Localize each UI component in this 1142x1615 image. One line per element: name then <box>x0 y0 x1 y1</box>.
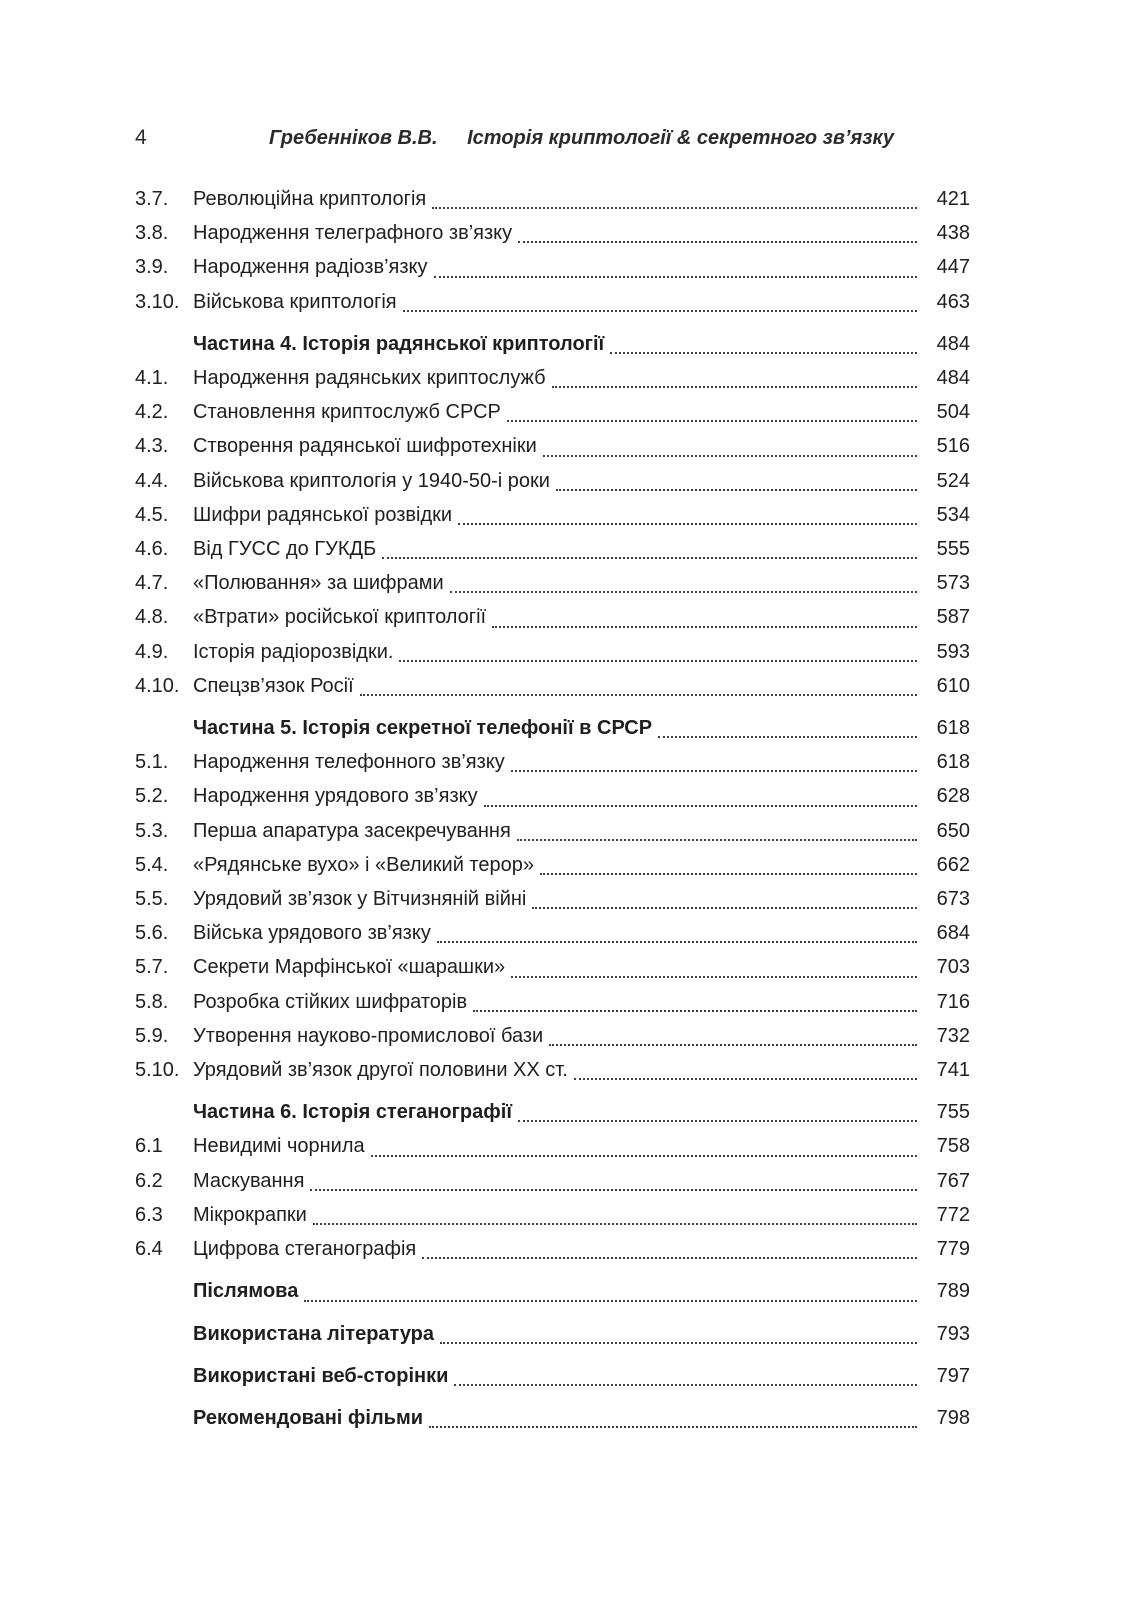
toc-entry-title: Військова криптологія у 1940-50-і роки <box>193 469 550 492</box>
dot-leader <box>507 420 917 422</box>
toc-entry-title: «Полювання» за шифрами <box>193 572 444 595</box>
dot-leader <box>492 626 917 628</box>
toc-entry <box>135 950 970 984</box>
toc-entry-page: 593 <box>936 640 970 663</box>
toc-entry-number: 3.7. <box>135 188 169 210</box>
toc-entry-number: 4.8. <box>135 606 169 629</box>
toc-entry-title: «Втрати» російської криптології <box>193 606 487 629</box>
toc-entry-number: 4.2. <box>135 401 169 424</box>
toc-entry-page: 684 <box>936 922 970 945</box>
toc-entry-number: 3.9. <box>135 256 169 279</box>
dot-leader <box>399 660 917 662</box>
toc-entry-title: Перша апаратура засекречування <box>193 819 511 842</box>
dot-leader <box>422 1257 917 1259</box>
toc-entry-number: 6.1 <box>135 1135 163 1158</box>
running-title-author: Гребенніков В.В. <box>268 127 438 149</box>
toc-entry <box>135 395 970 429</box>
dot-leader <box>403 310 917 312</box>
toc-entry <box>135 1401 970 1435</box>
dot-leader <box>429 1426 917 1428</box>
dot-leader <box>382 557 917 559</box>
dot-leader <box>450 591 917 593</box>
toc-entry-title: Розробка стійких шифраторів <box>193 990 468 1013</box>
toc-entry-title: Спецзв’язок Росії <box>193 674 354 697</box>
toc-entry <box>135 1164 970 1198</box>
toc-entry-title: Невидимі чорнила <box>193 1135 365 1158</box>
toc-entry-number: 6.2 <box>135 1169 163 1192</box>
dot-leader <box>543 455 917 457</box>
toc-entry <box>135 745 970 779</box>
toc-entry-page: 534 <box>936 503 970 526</box>
toc-entry <box>135 848 970 882</box>
toc-entry <box>135 711 970 745</box>
toc-entry-number: 4.9. <box>135 640 169 663</box>
dot-leader <box>511 770 917 772</box>
toc-entry-title: Народження радянських криптослужб <box>193 367 546 390</box>
dot-leader <box>310 1189 917 1191</box>
toc-entry-page: 797 <box>936 1364 970 1387</box>
toc-entry-title: Використана література <box>193 1322 435 1345</box>
toc-entry-page: 618 <box>936 751 970 774</box>
toc-entry <box>135 285 970 319</box>
toc-entry <box>135 327 970 361</box>
toc-entry-page: 703 <box>936 956 970 979</box>
toc-entry <box>135 1095 970 1129</box>
dot-leader <box>540 873 917 875</box>
toc-entry-number: 5.1. <box>135 751 169 774</box>
toc-entry-page: 484 <box>936 332 970 355</box>
toc-entry <box>135 361 970 395</box>
toc-entry <box>135 635 970 669</box>
toc-entry-number: 6.4 <box>135 1238 163 1261</box>
page-number: 4 <box>135 126 147 149</box>
toc-entry <box>135 250 970 284</box>
toc-entry-title: Урядовий зв’язок другої половини ХХ ст. <box>193 1059 568 1082</box>
dot-leader <box>437 941 917 943</box>
toc-entry-page: 662 <box>936 853 970 876</box>
toc-entry-title: Війська урядового зв’язку <box>193 922 431 945</box>
toc-entry-number: 5.6. <box>135 922 169 945</box>
dot-leader <box>532 907 917 909</box>
toc-entry-page: 504 <box>936 401 970 424</box>
toc-entry-title: Народження радіозв’язку <box>193 256 428 279</box>
dot-leader <box>518 1120 917 1122</box>
toc-entry-page: 610 <box>936 674 970 697</box>
dot-leader <box>552 386 917 388</box>
dot-leader <box>518 241 917 243</box>
dot-leader <box>304 1300 917 1302</box>
toc-entry <box>135 600 970 634</box>
toc-entry-title: Створення радянської шифротехніки <box>193 435 537 458</box>
running-title-book: Історія криптології & секретного зв’язку <box>467 127 894 149</box>
page-header <box>135 126 970 150</box>
toc-entry-number: 5.7. <box>135 956 169 979</box>
dot-leader <box>549 1044 917 1046</box>
toc-entry-number: 4.5. <box>135 503 169 526</box>
dot-leader <box>360 694 917 696</box>
toc-entry-page: 779 <box>936 1238 970 1261</box>
toc-entry-page: 463 <box>936 290 970 313</box>
toc-entry-page: 484 <box>936 367 970 390</box>
toc-entry <box>135 1359 970 1393</box>
toc-entry-page: 793 <box>936 1322 970 1345</box>
dot-leader <box>484 805 917 807</box>
toc-entry-page: 524 <box>936 469 970 492</box>
toc-entry <box>135 1053 970 1087</box>
dot-leader <box>454 1384 917 1386</box>
toc-entry-title: Народження телефонного зв’язку <box>193 751 505 774</box>
toc-entry-page: 789 <box>936 1280 970 1303</box>
toc-entry-number: 4.3. <box>135 435 169 458</box>
toc-entry <box>135 1198 970 1232</box>
toc-entry-page: 755 <box>936 1101 970 1124</box>
toc-entry <box>135 814 970 848</box>
toc-entry-title: Рекомендовані фільми <box>193 1406 424 1429</box>
toc-entry-page: 573 <box>936 572 970 595</box>
dot-leader <box>556 489 917 491</box>
toc-entry-page: 421 <box>936 188 970 210</box>
toc-entry-title: Становлення криптослужб СРСР <box>193 401 501 424</box>
toc-entry <box>135 1019 970 1053</box>
toc-entry-number: 5.9. <box>135 1024 169 1047</box>
toc-entry-title: Частина 4. Історія радянської криптології <box>193 332 605 355</box>
dot-leader <box>610 352 917 354</box>
toc-entry-title: Утворення науково-промислової бази <box>193 1024 544 1047</box>
dot-leader <box>432 207 917 209</box>
toc-entry-number: 4.10. <box>135 674 180 697</box>
toc-entry <box>135 669 970 703</box>
toc-entry-number: 6.3 <box>135 1203 163 1226</box>
running-title <box>193 127 970 150</box>
toc-entry-title: Народження телеграфного зв’язку <box>193 222 513 245</box>
toc-entry-title: «Рядянське вухо» і «Великий терор» <box>193 853 534 876</box>
toc-entry-page: 673 <box>936 888 970 911</box>
toc-entry-page: 772 <box>936 1203 970 1226</box>
toc-entry-title: Революційна криптологія <box>193 188 427 210</box>
toc-entry-page: 732 <box>936 1024 970 1047</box>
toc-entry-page: 438 <box>936 222 970 245</box>
dot-leader <box>458 523 917 525</box>
dot-leader <box>574 1078 917 1080</box>
dot-leader <box>313 1223 917 1225</box>
toc-entry-page: 628 <box>936 785 970 808</box>
toc-entry-page: 798 <box>936 1406 970 1429</box>
toc-entry-number: 5.10. <box>135 1059 180 1082</box>
toc-entry-title: Післямова <box>193 1280 299 1303</box>
toc-entry <box>135 566 970 600</box>
dot-leader <box>434 276 918 278</box>
toc-entry <box>135 532 970 566</box>
dot-leader <box>517 839 917 841</box>
toc-entry-number: 5.8. <box>135 990 169 1013</box>
toc-entry-title: Частина 5. Історія секретної телефонії в СРСР <box>193 717 653 740</box>
toc-entry <box>135 429 970 463</box>
toc-entry-title: Урядовий зв’язок у Вітчизняній війні <box>193 888 527 911</box>
toc-entry-page: 650 <box>936 819 970 842</box>
toc-entry-number: 5.3. <box>135 819 169 842</box>
dot-leader <box>440 1342 917 1344</box>
toc-entry-number: 4.4. <box>135 469 169 492</box>
toc-entry <box>135 1232 970 1266</box>
toc-entry-number: 5.4. <box>135 853 169 876</box>
toc-entry <box>135 882 970 916</box>
toc-entry <box>135 1317 970 1351</box>
toc-entry-title: Військова криптологія <box>193 290 397 313</box>
toc-entry <box>135 182 970 216</box>
toc-entry-title: Секрети Марфінської «шарашки» <box>193 956 506 979</box>
toc-entry-page: 767 <box>936 1169 970 1192</box>
toc-list <box>135 182 970 1435</box>
toc-entry-page: 741 <box>936 1059 970 1082</box>
toc-entry-number: 5.2. <box>135 785 169 808</box>
toc-entry-page: 516 <box>936 435 970 458</box>
dot-leader <box>511 976 917 978</box>
toc-entry <box>135 1274 970 1308</box>
toc-entry-title: Цифрова стеганографія <box>193 1238 417 1261</box>
toc-entry <box>135 216 970 250</box>
toc-entry-page: 447 <box>936 256 970 279</box>
toc-entry-number: 4.1. <box>135 367 169 390</box>
toc-entry-title: Мікрокрапки <box>193 1203 307 1226</box>
dot-leader <box>473 1010 917 1012</box>
toc-entry-page: 716 <box>936 990 970 1013</box>
toc-entry-page: 555 <box>936 538 970 561</box>
toc-entry <box>135 985 970 1019</box>
toc-entry <box>135 916 970 950</box>
toc-entry-number: 5.5. <box>135 888 169 911</box>
toc-entry-page: 618 <box>936 717 970 740</box>
toc-entry-number: 4.6. <box>135 538 169 561</box>
toc-entry <box>135 779 970 813</box>
toc-entry-title: Історія радіорозвідки. <box>193 640 394 663</box>
toc-entry-title: Використані веб-сторінки <box>193 1364 449 1387</box>
toc-entry-title: Маскування <box>193 1169 305 1192</box>
toc-entry-page: 587 <box>936 606 970 629</box>
dot-leader <box>658 736 917 738</box>
toc-entry-title: Частина 6. Історія стеганографії <box>193 1101 512 1124</box>
toc-entry-page: 758 <box>936 1135 970 1158</box>
toc-entry <box>135 498 970 532</box>
toc-entry-number: 4.7. <box>135 572 169 595</box>
toc-entry-number: 3.10. <box>135 290 180 313</box>
dot-leader <box>371 1155 917 1157</box>
toc-entry-title: Народження урядового зв’язку <box>193 785 478 808</box>
toc-entry-number: 3.8. <box>135 222 169 245</box>
toc-entry-title: Від ГУСС до ГУКДБ <box>193 538 377 561</box>
toc-entry <box>135 464 970 498</box>
toc-entry-title: Шифри радянської розвідки <box>193 503 453 526</box>
toc-entry <box>135 1129 970 1163</box>
